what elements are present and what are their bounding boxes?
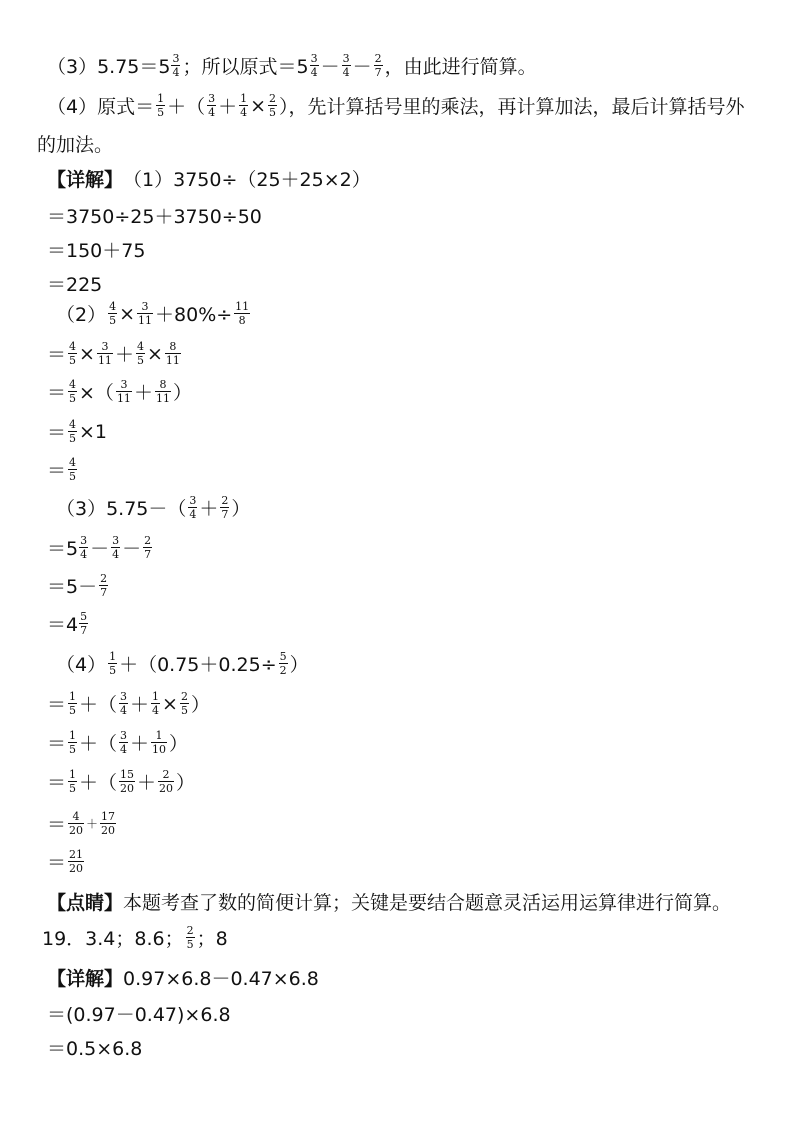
- text: ＝4: [47, 614, 79, 636]
- numerator: 17: [101, 810, 116, 823]
- denominator: 4: [189, 508, 197, 521]
- denominator: 4: [120, 704, 128, 717]
- text: ＋80%÷: [155, 304, 233, 326]
- denominator: 5: [157, 106, 165, 119]
- text: （1）3750÷（25＋25×2）: [123, 169, 371, 191]
- numerator: 1: [69, 690, 77, 703]
- denominator: 11: [138, 314, 153, 327]
- fraction: [310, 53, 319, 78]
- fraction: [186, 925, 195, 950]
- numerator: 5: [279, 650, 287, 663]
- fraction: [99, 573, 108, 598]
- text: 19．3.4；8.6；: [42, 928, 184, 950]
- line-analysis-4: [47, 92, 745, 119]
- numerator: 4: [69, 378, 77, 391]
- denominator: 4: [342, 66, 350, 79]
- text: （3）5.75－（: [56, 498, 187, 520]
- numerator: 3: [172, 52, 180, 65]
- fraction: [158, 769, 174, 794]
- fraction: [68, 811, 84, 836]
- line-step: [47, 1000, 231, 1027]
- text: ＋: [130, 694, 150, 716]
- line-step: [47, 610, 90, 637]
- section-tag: 【详解】: [47, 169, 124, 191]
- fraction: [68, 341, 77, 366]
- numerator: 4: [69, 456, 77, 469]
- text: ）: [172, 382, 192, 404]
- fraction: [239, 93, 248, 118]
- fraction: [68, 379, 77, 404]
- numerator: 2: [100, 572, 108, 585]
- fraction: [342, 53, 351, 78]
- fraction: [143, 535, 152, 560]
- text: （2）: [56, 304, 107, 326]
- fraction: [180, 691, 189, 716]
- denominator: 20: [159, 782, 174, 795]
- denominator: 7: [100, 586, 108, 599]
- text: ＝: [47, 733, 67, 755]
- line-step: [47, 378, 192, 405]
- numerator: 8: [159, 378, 167, 391]
- denominator: 4: [120, 743, 128, 756]
- fraction: [165, 341, 181, 366]
- fraction: [207, 93, 216, 118]
- fraction: [220, 495, 229, 520]
- numerator: 3: [80, 534, 88, 547]
- numerator: 3: [141, 300, 149, 313]
- text: ×1: [79, 420, 108, 443]
- numerator: 1: [157, 92, 165, 105]
- line-step: [47, 456, 79, 483]
- denominator: 5: [109, 314, 117, 327]
- denominator: 5: [109, 664, 117, 677]
- line-problem-3: [56, 494, 250, 521]
- line-step: [47, 810, 118, 837]
- text: ；所以原式＝5: [182, 56, 309, 78]
- denominator: 5: [136, 354, 144, 367]
- fraction: [100, 811, 116, 836]
- numerator: 1: [240, 92, 248, 105]
- text: ＋（0.75＋0.25÷: [119, 654, 277, 676]
- text: ＝: [47, 694, 67, 716]
- line-remark: [47, 888, 731, 915]
- text: ＝5: [47, 538, 79, 560]
- text: ＋: [114, 344, 134, 366]
- text: ；8: [196, 928, 228, 950]
- text: （4）原式＝: [47, 96, 155, 118]
- numerator: 3: [101, 340, 109, 353]
- fraction: [79, 611, 88, 636]
- fraction: [79, 535, 88, 560]
- denominator: 5: [69, 470, 77, 483]
- text: ＋: [218, 96, 238, 118]
- denominator: 4: [152, 704, 160, 717]
- text: （4）: [56, 654, 107, 676]
- numerator: 15: [120, 768, 135, 781]
- text: ×（: [79, 382, 114, 404]
- denominator: 11: [116, 392, 131, 405]
- fraction: [171, 53, 180, 78]
- line-detail-1: [47, 165, 371, 192]
- numerator: 1: [109, 650, 117, 663]
- fraction: [111, 535, 120, 560]
- denominator: 7: [221, 508, 229, 521]
- line-step: [47, 572, 110, 599]
- line-step: [47, 236, 145, 263]
- fraction: [136, 341, 145, 366]
- numerator: 3: [112, 534, 120, 547]
- text: －: [352, 56, 372, 78]
- fraction: [151, 691, 160, 716]
- text: ）: [169, 733, 189, 755]
- text: 0.97×6.8－0.47×6.8: [123, 968, 319, 990]
- text: ＝: [47, 460, 67, 482]
- denominator: 8: [238, 314, 246, 327]
- text: ＋（: [167, 96, 206, 118]
- text: ＋: [130, 733, 150, 755]
- numerator: 4: [136, 340, 144, 353]
- text: ＝: [47, 422, 67, 444]
- line-step: [47, 729, 188, 756]
- fraction: [374, 53, 383, 78]
- text: ），先计算括号里的乘法，再计算加法，最后计算括号外: [279, 96, 745, 118]
- text: ＋: [137, 772, 157, 794]
- text: ＝150＋75: [47, 240, 146, 262]
- fraction: [68, 769, 77, 794]
- denominator: 11: [165, 354, 180, 367]
- numerator: 2: [162, 768, 170, 781]
- fraction: [268, 93, 277, 118]
- line-problem-4: [56, 650, 309, 677]
- numerator: 3: [342, 52, 350, 65]
- text: 本题考查了数的简便计算；关键是要结合题意灵活运用运算律进行简算。: [123, 892, 732, 914]
- line-step: [47, 340, 183, 367]
- denominator: 5: [69, 432, 77, 445]
- denominator: 20: [101, 824, 116, 837]
- line-step: [47, 534, 154, 561]
- line-step: [47, 1034, 142, 1061]
- fraction: [108, 651, 117, 676]
- fraction: [151, 730, 167, 755]
- numerator: 2: [269, 92, 277, 105]
- line-step: [47, 848, 86, 875]
- line-step: [47, 418, 107, 445]
- text: ＋（: [79, 733, 118, 755]
- text: ＋: [133, 382, 153, 404]
- text: －: [90, 538, 110, 560]
- text: ×: [79, 342, 95, 365]
- text: ＝: [47, 344, 67, 366]
- denominator: 4: [310, 66, 318, 79]
- fraction: [68, 419, 77, 444]
- fraction: [155, 379, 171, 404]
- denominator: 5: [69, 782, 77, 795]
- section-tag: 【点睛】: [47, 892, 124, 914]
- fraction: [116, 379, 132, 404]
- denominator: 4: [80, 548, 88, 561]
- text: ×: [146, 342, 163, 365]
- text: ＋: [86, 817, 99, 831]
- fraction: [68, 730, 77, 755]
- fraction: [119, 769, 135, 794]
- fraction: [68, 457, 77, 482]
- numerator: 21: [69, 848, 84, 861]
- numerator: 2: [180, 690, 188, 703]
- line-step: [47, 202, 262, 229]
- denominator: 20: [69, 862, 84, 875]
- text: ＝: [47, 772, 67, 794]
- text: ＝: [47, 852, 67, 874]
- numerator: 3: [120, 378, 128, 391]
- numerator: 2: [374, 52, 382, 65]
- line-analysis-4-cont: [37, 130, 113, 157]
- numerator: 4: [109, 300, 117, 313]
- numerator: 1: [69, 729, 77, 742]
- denominator: 7: [144, 548, 152, 561]
- line-detail-19: [47, 964, 319, 991]
- fraction: [119, 730, 128, 755]
- line-answer-19: [42, 924, 228, 951]
- denominator: 11: [97, 354, 112, 367]
- numerator: 3: [310, 52, 318, 65]
- line-step: [47, 690, 210, 717]
- numerator: 1: [155, 729, 163, 742]
- numerator: 1: [69, 768, 77, 781]
- text: ）: [190, 694, 210, 716]
- fraction: [234, 301, 250, 326]
- numerator: 4: [69, 418, 77, 431]
- fraction: [188, 495, 197, 520]
- numerator: 5: [80, 610, 88, 623]
- fraction: [108, 301, 117, 326]
- text: ×: [250, 94, 267, 117]
- line-step: [47, 768, 195, 795]
- denominator: 7: [374, 66, 382, 79]
- line-step: [47, 270, 102, 297]
- denominator: 7: [80, 624, 88, 637]
- text: ＝5－: [47, 576, 98, 598]
- denominator: 5: [186, 938, 194, 951]
- text: ＝: [47, 814, 67, 836]
- denominator: 11: [155, 392, 170, 405]
- text: ×: [162, 692, 178, 715]
- text: ＝: [47, 382, 67, 404]
- denominator: 4: [208, 106, 216, 119]
- denominator: 5: [69, 743, 77, 756]
- text: 的加法。: [37, 134, 114, 156]
- line-analysis-3: [47, 52, 537, 79]
- numerator: 2: [221, 494, 229, 507]
- fraction: [279, 651, 288, 676]
- fraction: [68, 691, 77, 716]
- text: ）: [176, 772, 196, 794]
- denominator: 5: [69, 392, 77, 405]
- text: ＋: [199, 498, 219, 520]
- numerator: 1: [152, 690, 160, 703]
- text: ＝225: [47, 274, 103, 296]
- denominator: 4: [172, 66, 180, 79]
- numerator: 3: [120, 729, 128, 742]
- text: ）: [289, 654, 309, 676]
- text: ）: [231, 498, 251, 520]
- denominator: 5: [180, 704, 188, 717]
- denominator: 10: [152, 743, 167, 756]
- numerator: 2: [186, 924, 194, 937]
- text: ＝3750÷25＋3750÷50: [47, 206, 262, 228]
- text: （3）5.75＝5: [47, 56, 171, 78]
- fraction: [97, 341, 113, 366]
- text: ×: [119, 302, 136, 325]
- numerator: 3: [120, 690, 128, 703]
- numerator: 11: [235, 300, 250, 313]
- denominator: 20: [120, 782, 135, 795]
- numerator: 4: [69, 340, 77, 353]
- denominator: 4: [240, 106, 248, 119]
- denominator: 4: [112, 548, 120, 561]
- fraction: [119, 691, 128, 716]
- section-tag: 【详解】: [47, 968, 124, 990]
- text: ＝0.5×6.8: [47, 1038, 143, 1060]
- fraction: [137, 301, 153, 326]
- text: ＋（: [79, 772, 118, 794]
- numerator: 4: [72, 810, 80, 823]
- numerator: 3: [208, 92, 216, 105]
- line-problem-2: [56, 300, 252, 327]
- numerator: 2: [144, 534, 152, 547]
- denominator: 5: [69, 704, 77, 717]
- fraction: [68, 849, 84, 874]
- fraction: [156, 93, 165, 118]
- denominator: 20: [69, 824, 84, 837]
- text: ＝(0.97－0.47)×6.8: [47, 1004, 231, 1026]
- text: －: [320, 56, 340, 78]
- numerator: 3: [189, 494, 197, 507]
- text: ＋（: [79, 694, 118, 716]
- denominator: 5: [69, 354, 77, 367]
- text: ，由此进行简算。: [384, 56, 537, 78]
- denominator: 2: [279, 664, 287, 677]
- denominator: 5: [269, 106, 277, 119]
- numerator: 8: [169, 340, 177, 353]
- text: －: [122, 538, 142, 560]
